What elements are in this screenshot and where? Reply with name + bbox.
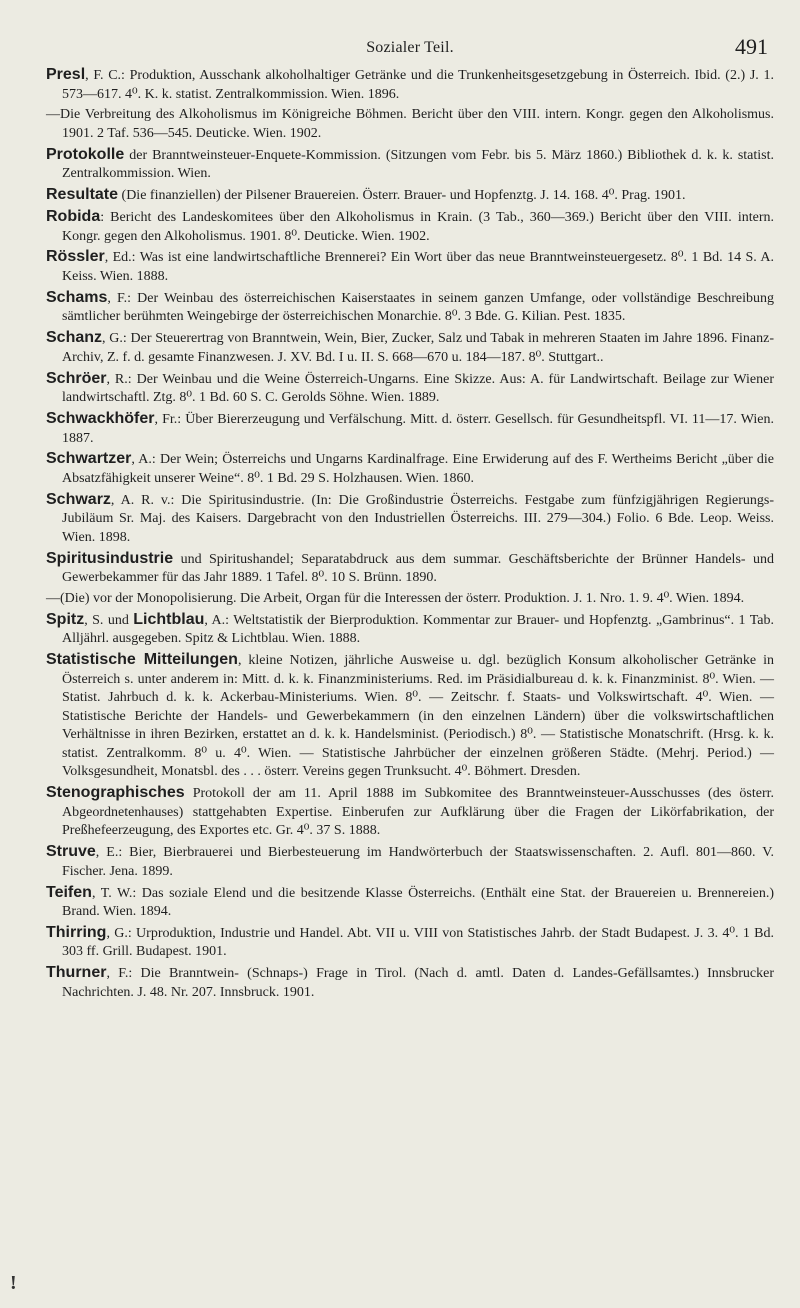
entry-text: , F. C.: Produktion, Ausschank alkoholhaltiger Getränke und die Trunkenheitsgesetzgebung in Österreich. Ibid. (2.) J. 1. 573—617. 4⁰. K. k. statist. Zentralkommission. Wien. 1896.	[62, 68, 774, 102]
entry-text: und Spiritushandel; Separatabdruck aus dem summar. Geschäftsberichte der Brünner Handels- und Gewerbekammer für das Jahr 1889. 1 Tafel. 8⁰. 10 S. Brünn. 1890.	[62, 551, 774, 586]
entry-text: , A. R. v.: Die Spiritusindustrie. (In: Die Großindustrie Österreichs. Festgabe zum fünfzigjährigen Regierungs-Jubiläum Sr. Maj. des Kaisers. Dargebracht von den Industriellen Österreichs. III. 279—304.) Folio. 6 Bde. Leop. Weiss. Wien. 1898.	[62, 492, 774, 545]
bibliography-entry	[46, 611, 774, 649]
entry-author: Statistische Mitteilungen	[46, 651, 238, 669]
entry-author: Schröer	[46, 369, 107, 387]
entry-author: Schwarz	[46, 490, 111, 508]
entry-author: Schwartzer	[46, 450, 132, 468]
entry-text: , A.: Weltstatistik der Bierproduktion. Kommentar zur Brauer- und Hopfenztg. „Gambrinus“. 1 Tab. Alljährl. ausgegeben. Spitz & Lichtblau. Wien. 1888.	[62, 612, 774, 647]
entry-text: , R.: Der Weinbau und die Weine Österreich-Ungarns. Eine Skizze. Aus: A. für Landwirtschaft. Beilage zur Wiener landwirtschaftl. Ztg. 8⁰. 1 Bd. 60 S. C. Gerolds Söhne. Wien. 1889.	[62, 371, 774, 406]
entry-text: Protokoll der am 11. April 1888 im Subkomitee des Branntweinsteuer-Ausschusses (des österr. Abgeordnetenhauses) stattgehabten Expertise. Einberufen zur Aufklärung über die Fragen der Likörfabrikation, der Preßhefeerzeugung, des Exportes etc. Gr. 4⁰. 37 S. 1888.	[62, 786, 774, 839]
entry-author: Robida	[46, 208, 101, 226]
margin-mark: !	[10, 1272, 17, 1294]
bibliography-entry	[46, 106, 774, 143]
bibliography-entry	[46, 66, 774, 104]
bibliography-entry	[46, 450, 774, 488]
bibliography-entry	[46, 248, 774, 286]
bibliography-list	[46, 66, 774, 1002]
entry-author: Struve	[46, 843, 96, 861]
entry-text: , F.: Der Weinbau des österreichischen Kaiserstaates in seinem ganzen Umfange, oder vollständige Beschreibung sämtlicher berühmten Weingebirge der österreichischen Monarchie. 8⁰. 3 Bde. G. Kilian. Pest. 1835.	[62, 290, 774, 325]
entry-text: , kleine Notizen, jährliche Ausweise u. dgl. bezüglich Konsum alkoholischer Getränke in Österreich s. unter anderem in: Mitt. d. k. k. Finanzministeriums. Red. im Präsidialbureau d. k. k. Finanzminist. 8⁰. Wien. — Statist. Jahrbuch d. k. k. Ackerbau-Ministeriums. Wien. 8⁰. — Zeitschr. f. Staats- und Volkswirtschaft. 4⁰. Wien. — Statistische Berichte der Handels- und Gewerbekammern (in den einzelnen Ländern) über die volkswirtschaftlichen Verhältnisse in ihren Bezirken, erstattet an d. k. k. Handelsminist. (Periodisch.) 8⁰. — Statistische Monatschrift. (Hrsg. k. k. statist. Zentralkomm. 8⁰ u. 4⁰. Wien. — Statistische Jahrbücher der einzelnen größeren Städte. (Mehrj. Period.) — Volksgesundheit, Monatsbl. des . . . österr. Vereins gegen Trunksucht. 4⁰. Böhmert. Dresden.	[62, 653, 774, 780]
entry-text: der Branntweinsteuer-Enquete-Kommission. (Sitzungen vom Febr. bis 5. März 1860.) Bibliothek d. k. k. statist. Zentralkommission. Wien.	[62, 147, 774, 182]
bibliography-entry	[46, 784, 774, 841]
entry-author: Protokolle	[46, 145, 125, 163]
bibliography-entry	[46, 186, 774, 206]
entry-author: Thirring	[46, 923, 107, 941]
entry-text: , A.: Der Wein; Österreichs und Ungarns Kardinalfrage. Eine Erwiderung auf des F. Wertheims Bericht „über die Absatzfähigkeit unserer Weine“. 8⁰. 1 Bd. 29 S. Holzhausen. Wien. 1860.	[62, 452, 774, 486]
entry-text: , E.: Bier, Bierbrauerei und Bierbesteuerung im Handwörterbuch der Staatswissenschaften. 2. Aufl. 801—860. V. Fischer. Jena. 1899.	[62, 845, 774, 879]
entry-text: Die Verbreitung des Alkoholismus im Königreiche Böhmen. Bericht über den VIII. intern. Kongr. gegen den Alkoholismus. 1901. 2 Taf. 536—545. Deuticke. Wien. 1902.	[60, 107, 774, 141]
entry-author: Schams	[46, 288, 108, 306]
running-head	[46, 0, 774, 62]
ditto-dash: —	[46, 591, 60, 607]
page-number: 491	[735, 34, 768, 59]
entry-author: Spitz	[46, 610, 85, 628]
bibliography-entry	[46, 208, 774, 246]
entry-text: , Ed.: Was ist eine landwirtschaftliche Brennerei? Ein Wort über das neue Branntweinsteuergesetz. 8⁰. 1 Bd. 14 S. A. Keiss. Wien. 1888.	[62, 250, 774, 284]
entry-author: Presl	[46, 66, 86, 83]
entry-text: (Die) vor der Monopolisierung. Die Arbeit, Organ für die Interessen der österr. Produktion. J. 1. Nro. 1. 9. 4⁰. Wien. 1894.	[60, 591, 745, 607]
bibliography-entry	[46, 924, 774, 962]
entry-author: Stenographisches	[46, 784, 185, 802]
bibliography-entry	[46, 289, 774, 327]
entry-coauthor: Lichtblau	[133, 610, 205, 628]
entry-joiner: , S. und	[84, 612, 134, 628]
entry-author: Thurner	[46, 964, 107, 982]
entry-text: , G.: Urproduktion, Industrie und Handel. Abt. VII u. VIII von Statistisches Jahrb. der Stadt Budapest. J. 3. 4⁰. 1 Bd. 303 ff. Grill. Budapest. 1901.	[62, 925, 774, 960]
entry-text: , T. W.: Das soziale Elend und die besitzende Klasse Österreichs. (Enthält eine Stat. der Brauereien u. Brennereien.) Brand. Wien. 1894.	[62, 885, 774, 920]
entry-author: Spiritusindustrie	[46, 549, 174, 567]
bibliography-entry	[46, 491, 774, 548]
entry-author: Schwackhöfer	[46, 410, 155, 428]
entry-author: Rössler	[46, 248, 105, 266]
entry-author: Teifen	[46, 883, 92, 901]
bibliography-entry	[46, 550, 774, 588]
entry-text: , F.: Die Branntwein- (Schnaps-) Frage in Tirol. (Nach d. amtl. Daten d. Landes-Gefällsamtes.) Innsbrucker Nachrichten. J. 48. Nr. 207. Innsbruck. 1901.	[62, 966, 774, 1000]
bibliography-entry	[46, 590, 774, 609]
bibliography-entry	[46, 370, 774, 408]
ditto-dash: —	[46, 107, 60, 123]
entry-author: Schanz	[46, 329, 103, 347]
entry-text: , Fr.: Über Biererzeugung und Verfälschung. Mitt. d. österr. Gesellsch. für Gesundheitspfl. VI. 11—17. Wien. 1887.	[62, 412, 774, 446]
bibliography-entry	[46, 884, 774, 922]
entry-text: , G.: Der Steuerertrag von Branntwein, Wein, Bier, Zucker, Salz und Tabak in mehreren Staaten im Jahre 1896. Finanz-Archiv, Z. f. d. gesamte Finanzwesen. J. XV. Bd. I u. II. S. 668—670 u. 184—187. 8⁰. Stuttgart..	[62, 331, 774, 365]
entry-text: : Bericht des Landeskomitees über den Alkoholismus in Krain. (3 Tab., 360—369.) Bericht über den VIII. intern. Kongr. gegen den Alkoholismus. 1901. 8⁰. Deuticke. Wien. 1902.	[62, 210, 774, 244]
bibliography-entry	[46, 964, 774, 1002]
bibliography-entry	[46, 651, 774, 782]
entry-text: (Die finanziellen) der Pilsener Brauereien. Österr. Brauer- und Hopfenztg. J. 14. 168. 4⁰. Prag. 1901.	[118, 188, 686, 204]
bibliography-entry	[46, 146, 774, 184]
running-title: Sozialer Teil.	[366, 39, 454, 56]
entry-author: Resultate	[46, 186, 119, 204]
bibliography-entry	[46, 329, 774, 367]
bibliography-entry	[46, 410, 774, 448]
bibliography-entry	[46, 843, 774, 881]
